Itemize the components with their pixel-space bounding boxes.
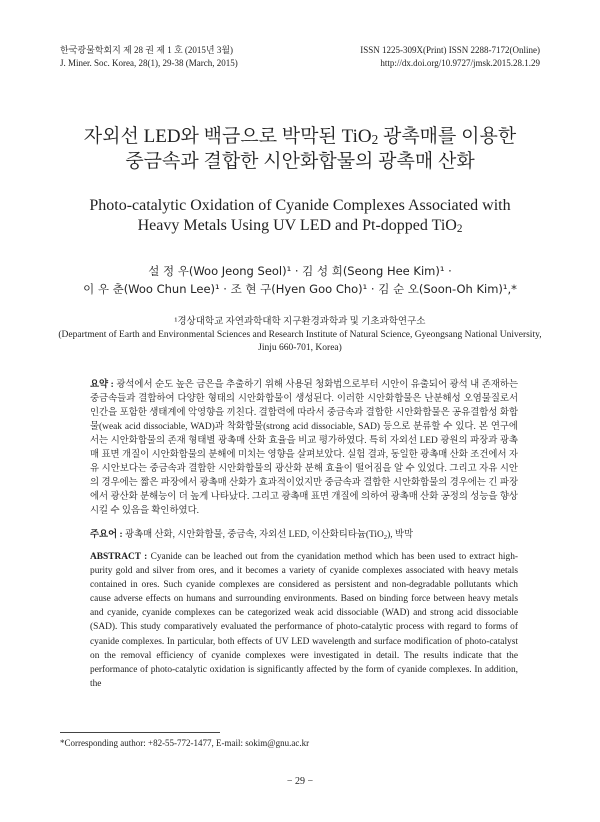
affiliation-english: (Department of Earth and Environmental Sciences and Research Institute of Natural Science, Gyeongsang National University, Jinju 660-701, Korea) [58, 330, 542, 353]
abstract-english-label: ABSTRACT : [90, 552, 151, 562]
title-korean [40, 124, 560, 174]
abstract-korean-label: 요약 : [90, 380, 117, 390]
abstract-english [90, 550, 518, 691]
affiliation [55, 316, 545, 355]
abstract-english-text: Cyanide can be leached out from the cyanidation method which has been used to extract high-purity gold and silver from ores, and it becomes a variety of cyanide complexes associated with heavy metals contained in ores. Such cyanide complexes are considered as persistent and non-degradable pollutants which cause adverse effects on humans and surrounding environments. Based on binding force between heavy metals and cyanide, cyanide complexes can be categorized weak acid dissociable (WAD) and strong acid dissociable (SAD). This study comparatively evaluated the performance of photo-catalytic process with regard to forms of cyanide complexes. In particular, both effects of UV LED wavelength and surface modification of photo-catalyst on the removal efficiency of cyanide complexes were investigated in detail. The results indicate that the performance of photo-catalytic oxidation is significantly affected by the form of cyanide complexes. In addition, the [90, 552, 519, 689]
abstract-korean-text: 광석에서 순도 높은 금은을 추출하기 위해 사용된 청화법으로부터 시안이 유출되어 광석 내 존재하는 중금속들과 결합하여 다양한 형태의 시안화합물이 생성된다. 이러한 시안화합물은 난분해성 오염물질로서 인간을 포함한 생태계에 악영향을 끼친다. 결합력에 따라서 중금속과 결합한 시안화합물은 공유결합성 화합물(weak acid dissociable, WAD)과 착화합물(strong acid dissociable, SAD) 등으로 분류할 수 있다. 본 연구에서는 시안화합물의 존재 형태별 광촉매 산화 효율을 비교 평가하였다. 특히 자외선 LED 광원의 파장과 광촉매 표면 개질이 시안화합물의 분해에 미치는 영향을 살펴보았다. 실험 결과, 동일한 광촉매 산화 조건에서 자유 시안보다는 중금속과 결합한 시안화합물의 광산화 분해 효율이 떨어짐을 알 수 있었다. 그리고 자유 시안의 경우에는 짧은 파장에서 광촉매 산화가 효과적이었지만 중금속과 결합한 시안화합물의 경우에는 긴 파장에서 광산화 분해능이 더 높게 나타났다. 그리고 광촉매 표면 개질에 의하여 광촉매 산화 공정의 성능을 향상시킬 수 있음을 확인하였다. [90, 380, 518, 516]
keywords-korean-label: 주요어 : [90, 530, 125, 540]
author-list [40, 262, 560, 298]
title-english [40, 196, 560, 236]
journal-header-left [60, 44, 238, 70]
page-number: − 29 − [286, 776, 314, 787]
authors-line2: 이 우 춘(Woo Chun Lee)¹ · 조 현 구(Hyen Goo Cho)¹ · 김 순 오(Soon-Oh Kim)¹,* [83, 282, 517, 296]
title-english-line1: Photo-catalytic Oxidation of Cyanide Complexes Associated with [89, 197, 511, 214]
abstract-korean [90, 378, 518, 518]
issn: ISSN 1225-309X(Print) ISSN 2288-7172(Online) [360, 45, 540, 55]
footnote-rule [60, 732, 220, 733]
title-korean-line1: 자외선 LED와 백금으로 박막된 TiO$_2$ 광촉매를 이용한 [83, 126, 517, 147]
journal-header-right [360, 44, 540, 70]
authors-line1: 설 정 우(Woo Jeong Seol)¹ · 김 성 희(Seong Hee Kim)¹ · [148, 264, 452, 278]
keywords-korean: 주요어 : 광촉매 산화, 시안화합물, 중금속, 자외선 LED, 이산화티타늄(TiO$_2$), 박막 [90, 530, 414, 541]
journal-name-ko: 한국광물학회지 제 28 권 제 1 호 (2015년 3월) [60, 45, 234, 55]
title-korean-line2: 중금속과 결합한 시안화합물의 광촉매 산화 [125, 151, 475, 172]
doi-link[interactable]: http://dx.doi.org/10.9727/jmsk.2015.28.1.29 [380, 58, 540, 68]
journal-name-en: J. Miner. Soc. Korea, 28(1), 29-38 (March, 2015) [60, 58, 238, 68]
corresponding-author-footnote: *Corresponding author: +82-55-772-1477, E-mail: sokim@gnu.ac.kr [60, 738, 310, 748]
title-english-line2: Heavy Metals Using UV LED and Pt-dopped TiO$_2$ [137, 217, 463, 235]
affiliation-korean: ¹경상대학교 자연과학대학 지구환경과학과 및 기초과학연구소 [174, 317, 426, 327]
